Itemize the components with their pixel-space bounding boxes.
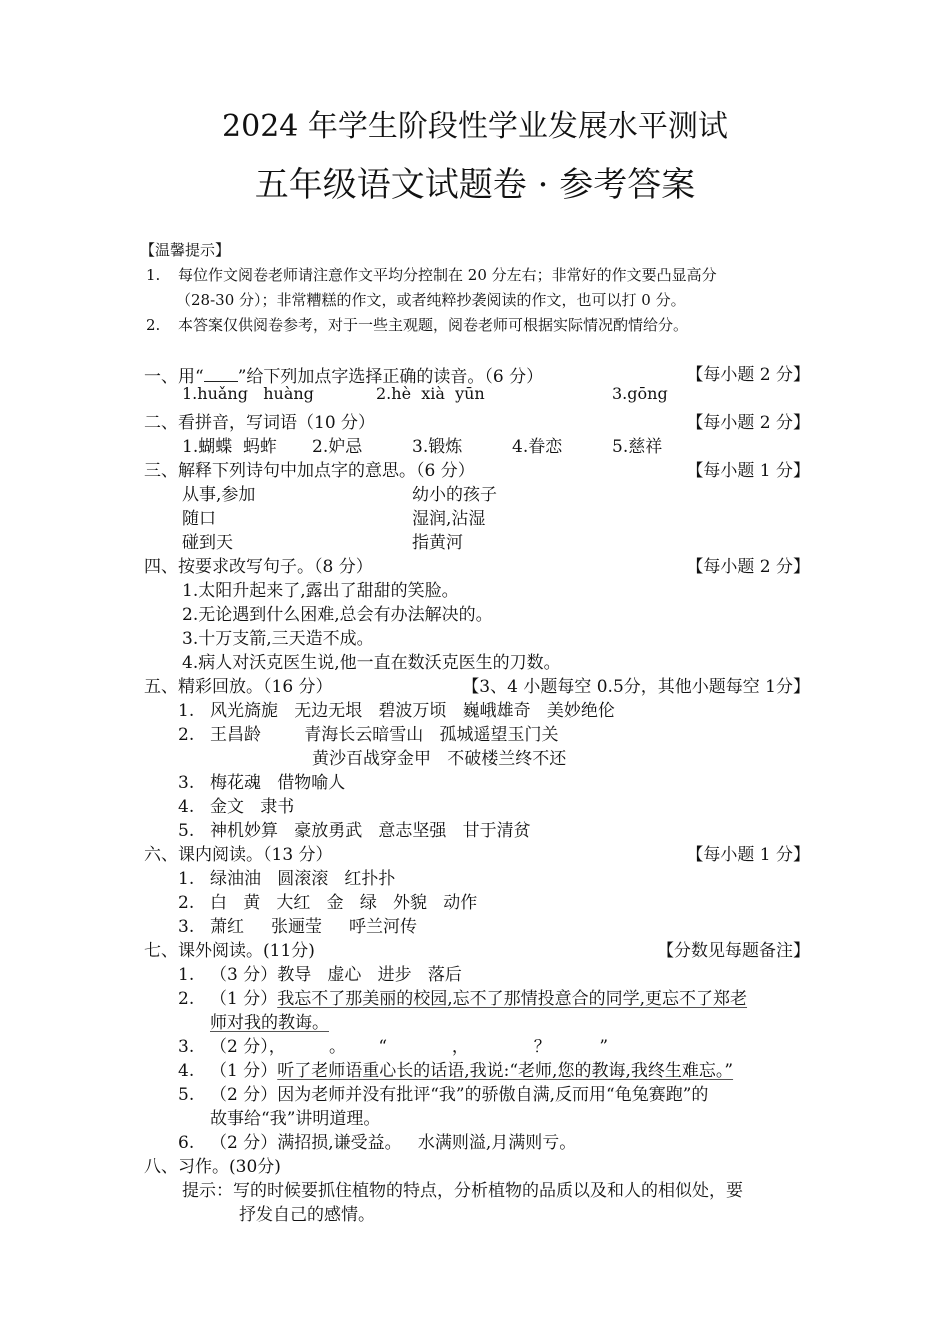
notice-item-num: 1. — [146, 266, 161, 284]
section-6-title: 六、课内阅读。（13 分） — [144, 845, 333, 865]
answer-item: 幼小的孩子 — [412, 485, 497, 505]
answer-item: （1 分）听了老师语重心长的话语,我说:“老师,您的教诲,我终生难忘。” — [210, 1061, 734, 1081]
answer-item: 湿润,沾湿 — [412, 509, 486, 529]
answer-num: 3. — [178, 917, 195, 937]
answer-item: （3 分）教导 虚心 进步 落后 — [210, 965, 462, 985]
answer-num: 1. — [178, 869, 195, 889]
answer-item: 神机妙算 豪放勇武 意志坚强 甘于清贫 — [210, 821, 531, 841]
section-5-score: 【3、4 小题每空 0.5分，其他小题每空 1分】 — [462, 677, 810, 697]
answer-item: 从事,参加 — [182, 485, 256, 505]
answer-item: （1 分）我忘不了那美丽的校园,忘不了那情投意合的同学,更忘不了郑老 — [210, 989, 748, 1009]
answer-item: 2.无论遇到什么困难,总会有办法解决的。 — [182, 605, 493, 625]
answer-item: （2 分）满招损,谦受益。 水满则溢,月满则亏。 — [210, 1133, 577, 1153]
section-6-score: 【每小题 1 分】 — [686, 845, 810, 865]
answer-item: 4.病人对沃克医生说,他一直在数沃克医生的刀数。 — [182, 653, 561, 673]
answer-item: 1.太阳升起来了,露出了甜甜的笑脸。 — [182, 581, 459, 601]
answer-item: 指黄河 — [412, 533, 463, 553]
section-3-title: 三、解释下列诗句中加点字的意思。（6 分） — [144, 461, 475, 481]
answer-item: 风光旖旎 无边无垠 碧波万顷 巍峨雄奇 美妙绝伦 — [210, 701, 615, 721]
answer-num: 6. — [178, 1133, 195, 1153]
section-1-title: 一、用“ ”给下列加点字选择正确的读音。（6 分） — [144, 367, 544, 387]
answer-num: 5. — [178, 1085, 195, 1105]
section-7-score: 【分数见每题备注】 — [657, 941, 810, 961]
section-7-title: 七、课外阅读。(11分) — [144, 941, 315, 961]
answer-item: 3.十万支箭,三天造不成。 — [182, 629, 374, 649]
essay-tip: 提示：写的时候要抓住植物的特点，分析植物的品质以及和人的相似处，要 — [182, 1181, 743, 1201]
section-4-title: 四、按要求改写句子。（8 分） — [144, 557, 373, 577]
answer-num: 4. — [178, 1061, 195, 1081]
answer-item: 梅花魂 借物喻人 — [210, 773, 346, 793]
answer-item: 金文 隶书 — [210, 797, 295, 817]
answer-item: 1.蝴蝶 蚂蚱 — [182, 437, 278, 457]
section-2-title: 二、看拼音，写词语（10 分） — [144, 413, 376, 433]
answer-item: 5.慈祥 — [612, 437, 663, 457]
answer-num: 4. — [178, 797, 195, 817]
section-8-title: 八、习作。(30分) — [144, 1157, 281, 1177]
notice-heading: 【温馨提示】 — [140, 241, 231, 259]
answer-item: （2 分）因为老师并没有批评“我”的骄傲自满,反而用“龟兔赛跑”的 — [210, 1085, 709, 1105]
page-subtitle: 五年级语文试题卷 · 参考答案 — [254, 165, 696, 205]
section-5-title: 五、精彩回放。（16 分） — [144, 677, 333, 697]
notice-item-line: （28-30 分）；非常糟糕的作文，或者纯粹抄袭阅读的作文，也可以打 0 分。 — [176, 291, 686, 309]
answer-item: 黄沙百战穿金甲 不破楼兰终不还 — [312, 749, 567, 769]
answer-item-continued: 师对我的教诲。 — [210, 1013, 329, 1033]
blank-line — [204, 367, 238, 382]
answer-num: 3. — [178, 773, 195, 793]
section-4-score: 【每小题 2 分】 — [686, 557, 810, 577]
section-2-score: 【每小题 2 分】 — [686, 413, 810, 433]
page-title: 2024 年学生阶段性学业发展水平测试 — [222, 109, 728, 144]
answer-item: 2.妒忌 — [312, 437, 363, 457]
answer-item: 随口 — [182, 509, 216, 529]
answer-item-continued: 故事给“我”讲明道理。 — [210, 1109, 381, 1129]
essay-tip-continued: 抒发自己的感情。 — [239, 1205, 375, 1225]
notice-item-line: 本答案仅供阅卷参考，对于一些主观题，阅卷老师可根据实际情况酌情给分。 — [178, 316, 689, 334]
answer-item: 白 黄 大红 金 绿 外貌 动作 — [210, 893, 478, 913]
answer-num: 1. — [178, 965, 195, 985]
notice-item-line: 每位作文阅卷老师请注意作文平均分控制在 20 分左右；非常好的作文要凸显高分 — [178, 266, 717, 284]
answer-num: 2. — [178, 725, 195, 745]
answer-item: 4.眷恋 — [512, 437, 563, 457]
answer-item: 王昌龄 青海长云暗雪山 孤城遥望玉门关 — [210, 725, 559, 745]
answer-item: 2.hè xià yūn — [376, 384, 485, 403]
answer-num: 5. — [178, 821, 195, 841]
answer-item: 3.锻炼 — [412, 437, 463, 457]
section-1-score: 【每小题 2 分】 — [686, 365, 810, 385]
notice-item-num: 2. — [146, 316, 161, 334]
answer-item: 3.gōng — [612, 384, 668, 403]
answer-item: 萧红 张逦莹 呼兰河传 — [210, 917, 418, 937]
answer-item: 绿油油 圆滚滚 红扑扑 — [210, 869, 396, 889]
answer-item: 碰到天 — [182, 533, 233, 553]
answer-num: 3. — [178, 1037, 195, 1057]
section-3-score: 【每小题 1 分】 — [686, 461, 810, 481]
answer-num: 2. — [178, 893, 195, 913]
answer-item: 1.huǎng huàng — [182, 384, 314, 403]
answer-num: 1. — [178, 701, 195, 721]
answer-item: （2 分）， 。 “ ， ？ ” — [210, 1037, 609, 1057]
answer-num: 2. — [178, 989, 195, 1009]
